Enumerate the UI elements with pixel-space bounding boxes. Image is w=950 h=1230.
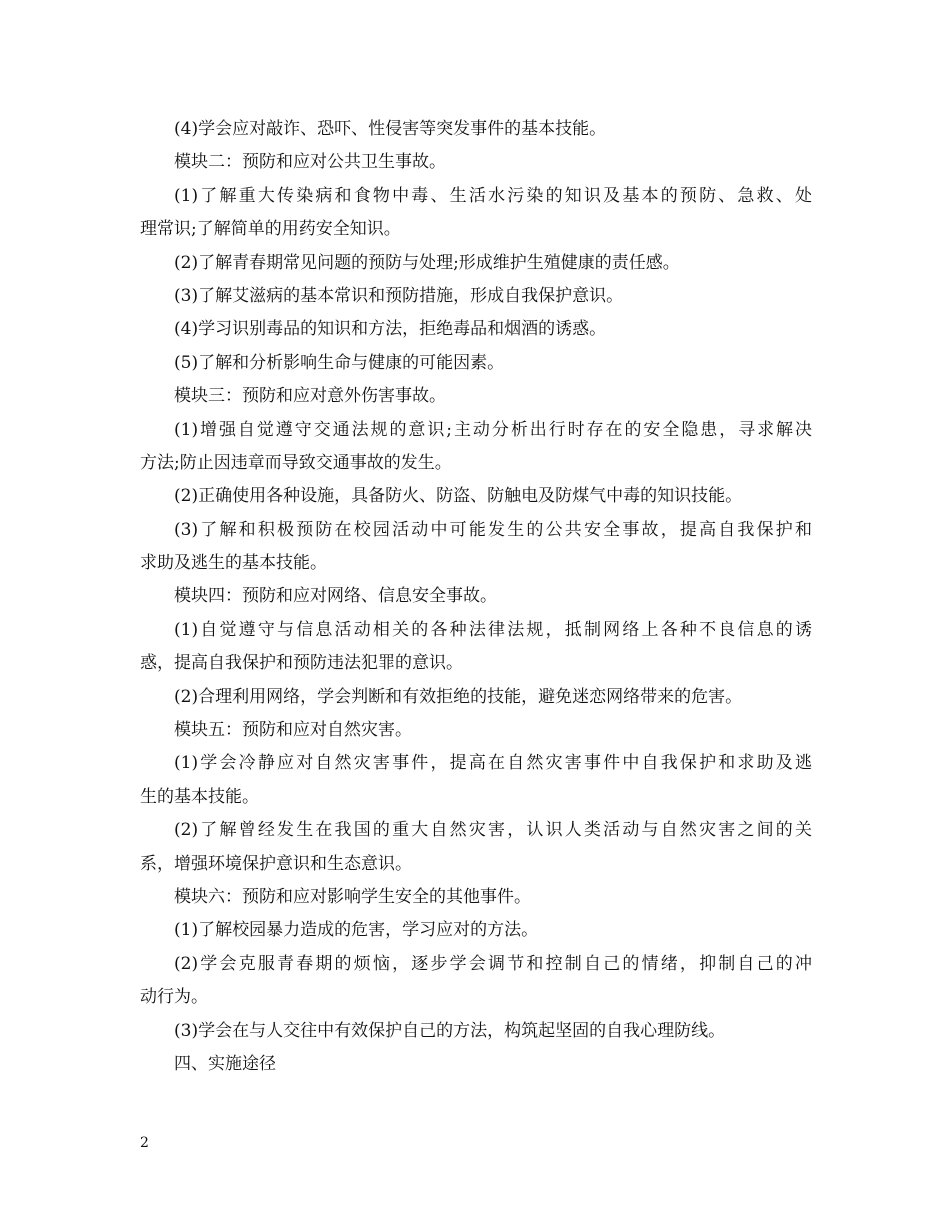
text-line: 模块三：预防和应对意外伤害事故。 <box>174 386 446 407</box>
text-line: 模块二：预防和应对公共卫生事故。 <box>174 152 446 173</box>
text-line: 系，增强环境保护意识和生态意识。 <box>140 853 412 874</box>
text-line: 生的基本技能。 <box>140 786 259 807</box>
text-line: 理常识;了解简单的用药安全知识。 <box>140 219 401 240</box>
text-line: (3)了解艾滋病的基本常识和预防措施，形成自我保护意识。 <box>174 285 624 306</box>
text-line: 惑，提高自我保护和预防违法犯罪的意识。 <box>140 653 463 674</box>
text-line: 模块五：预防和应对自然灾害。 <box>174 720 412 741</box>
page-number: 2 <box>140 1135 149 1151</box>
text-line: (1)自觉遵守与信息活动相关的各种法律法规，抵制网络上各种不良信息的诱 <box>174 619 812 640</box>
text-line: (1)了解校园暴力造成的危害，学习应对的方法。 <box>174 920 539 941</box>
text-line: (2)学会克服青春期的烦恼，逐步学会调节和控制自己的情绪，抑制自己的冲 <box>174 953 812 974</box>
text-line: (3)学会在与人交往中有效保护自己的方法，构筑起坚固的自我心理防线。 <box>174 1020 726 1041</box>
text-line: 方法;防止因违章而导致交通事故的发生。 <box>140 452 452 473</box>
text-line: (4)学习识别毒品的知识和方法，拒绝毒品和烟酒的诱惑。 <box>174 319 607 340</box>
text-line: (2)合理利用网络，学会判断和有效拒绝的技能，避免迷恋网络带来的危害。 <box>174 686 743 707</box>
text-line: (5)了解和分析影响生命与健康的可能因素。 <box>174 352 505 373</box>
text-line: (3)了解和积极预防在校园活动中可能发生的公共安全事故，提高自我保护和 <box>174 519 812 540</box>
text-line: 求助及逃生的基本技能。 <box>140 553 327 574</box>
text-line: (2)正确使用各种设施，具备防火、防盗、防触电及防煤气中毒的知识技能。 <box>174 486 743 507</box>
text-line: 模块六：预防和应对影响学生安全的其他事件。 <box>174 886 531 907</box>
text-line: 四、实施途径 <box>174 1053 276 1074</box>
text-line: (1)了解重大传染病和食物中毒、生活水污染的知识及基本的预防、急救、处 <box>174 185 812 206</box>
text-line: (2)了解青春期常见问题的预防与处理;形成维护生殖健康的责任感。 <box>174 252 680 273</box>
text-line: (2)了解曾经发生在我国的重大自然灾害，认识人类活动与自然灾害之间的关 <box>174 820 812 841</box>
document-body <box>140 113 812 1081</box>
text-line: 模块四：预防和应对网络、信息安全事故。 <box>174 586 497 607</box>
text-line: (4)学会应对敲诈、恐吓、性侵害等突发事件的基本技能。 <box>174 119 607 139</box>
text-line: 动行为。 <box>140 987 208 1008</box>
text-line: (1)学会冷静应对自然灾害事件，提高在自然灾害事件中自我保护和求助及逃 <box>174 753 812 774</box>
text-line: (1)增强自觉遵守交通法规的意识;主动分析出行时存在的安全隐患，寻求解决 <box>174 419 812 440</box>
